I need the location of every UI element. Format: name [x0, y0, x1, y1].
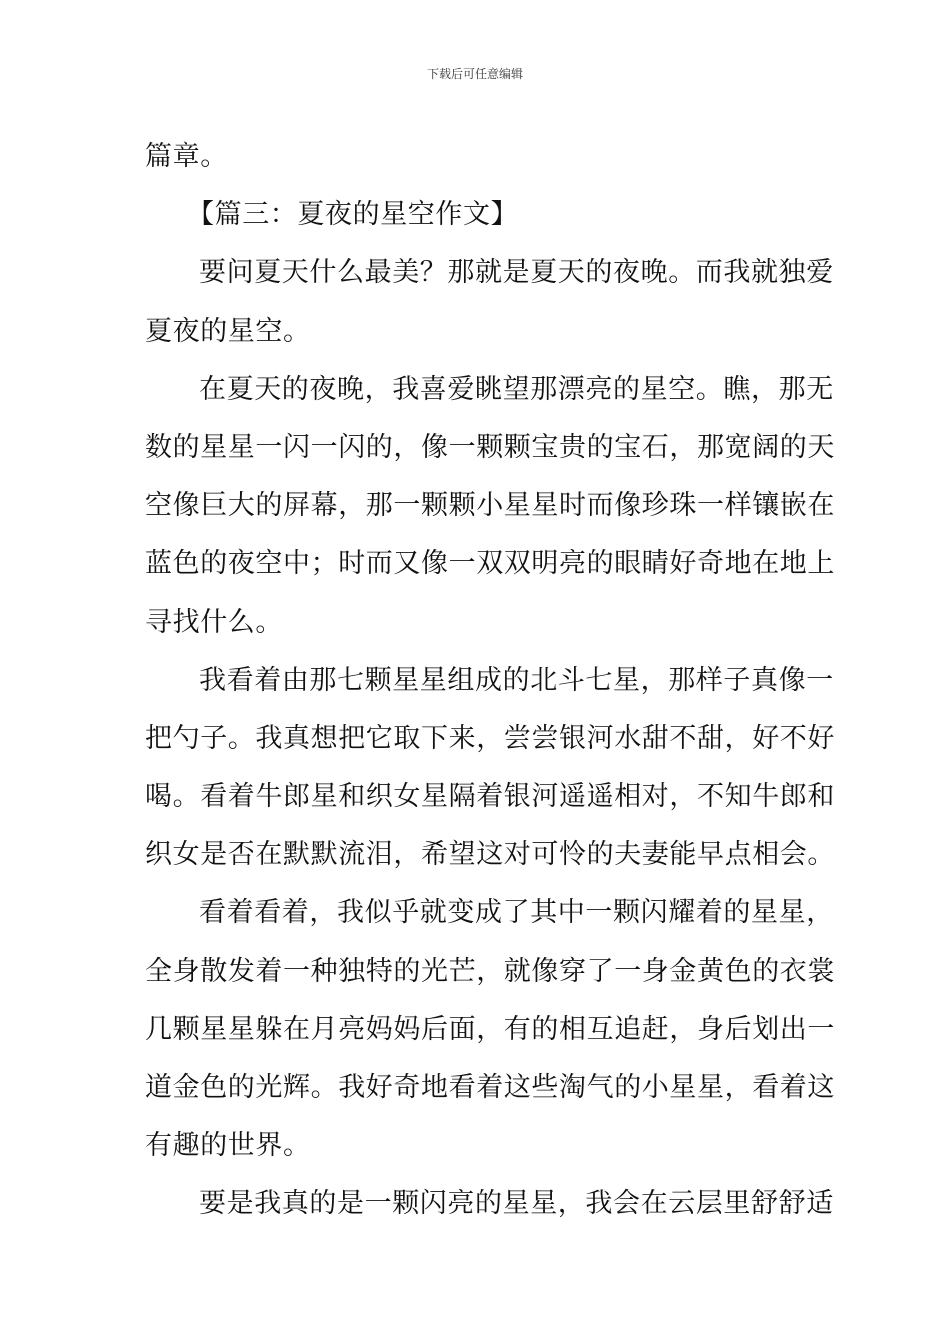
- text-line-8: 蓝色的夜空中；时而又像一双双明亮的眼睛好奇地在地上: [145, 548, 835, 580]
- text-line-15: 全身散发着一种独特的光芒，就像穿了一身金黄色的衣裳: [145, 955, 835, 987]
- text-line-19: 要是我真的是一颗闪亮的星星，我会在云层里舒舒适: [199, 1188, 834, 1220]
- document-body: [145, 128, 835, 1234]
- text-line-17: 道金色的光辉。我好奇地看着这些淘气的小星星，看着这: [145, 1072, 835, 1103]
- text-line-6: 数的星星一闪一闪的，像一颗颗宝贵的宝石，那宽阔的天: [145, 431, 835, 463]
- text-line-14: 看着看着，我似乎就变成了其中一颗闪耀着的星星，: [199, 897, 834, 929]
- text-line-9: 寻找什么。: [145, 606, 283, 638]
- text-line-1: 篇章。: [145, 141, 228, 172]
- text-line-16: 几颗星星躲在月亮妈妈后面，有的相互追赶，身后划出一: [145, 1013, 835, 1045]
- text-line-7: 空像巨大的屏幕，那一颗颗小星星时而像珍珠一样镶嵌在: [145, 490, 835, 522]
- text-line-18: 有趣的世界。: [145, 1130, 311, 1162]
- text-line-13: 织女是否在默默流泪，希望这对可怜的夫妻能早点相会。: [145, 839, 835, 871]
- page-header: 下载后可任意编辑: [426, 67, 523, 81]
- text-line-5: 在夏天的夜晚，我喜爱眺望那漂亮的星空。瞧，那无: [199, 373, 834, 405]
- text-line-10: 我看着由那七颗星星组成的北斗七星，那样子真像一: [199, 664, 834, 696]
- section-heading: 【篇三：夏夜的星空作文】: [187, 199, 519, 231]
- text-line-12: 喝。看着牛郎星和织女星隔着银河遥遥相对，不知牛郎和: [145, 781, 835, 813]
- text-line-11: 把勺子。我真想把它取下来，尝尝银河水甜不甜，好不好: [145, 722, 835, 754]
- text-line-3: 要问夏天什么最美？那就是夏天的夜晚。而我就独爱: [199, 257, 834, 289]
- text-line-4: 夏夜的星空。: [145, 315, 311, 347]
